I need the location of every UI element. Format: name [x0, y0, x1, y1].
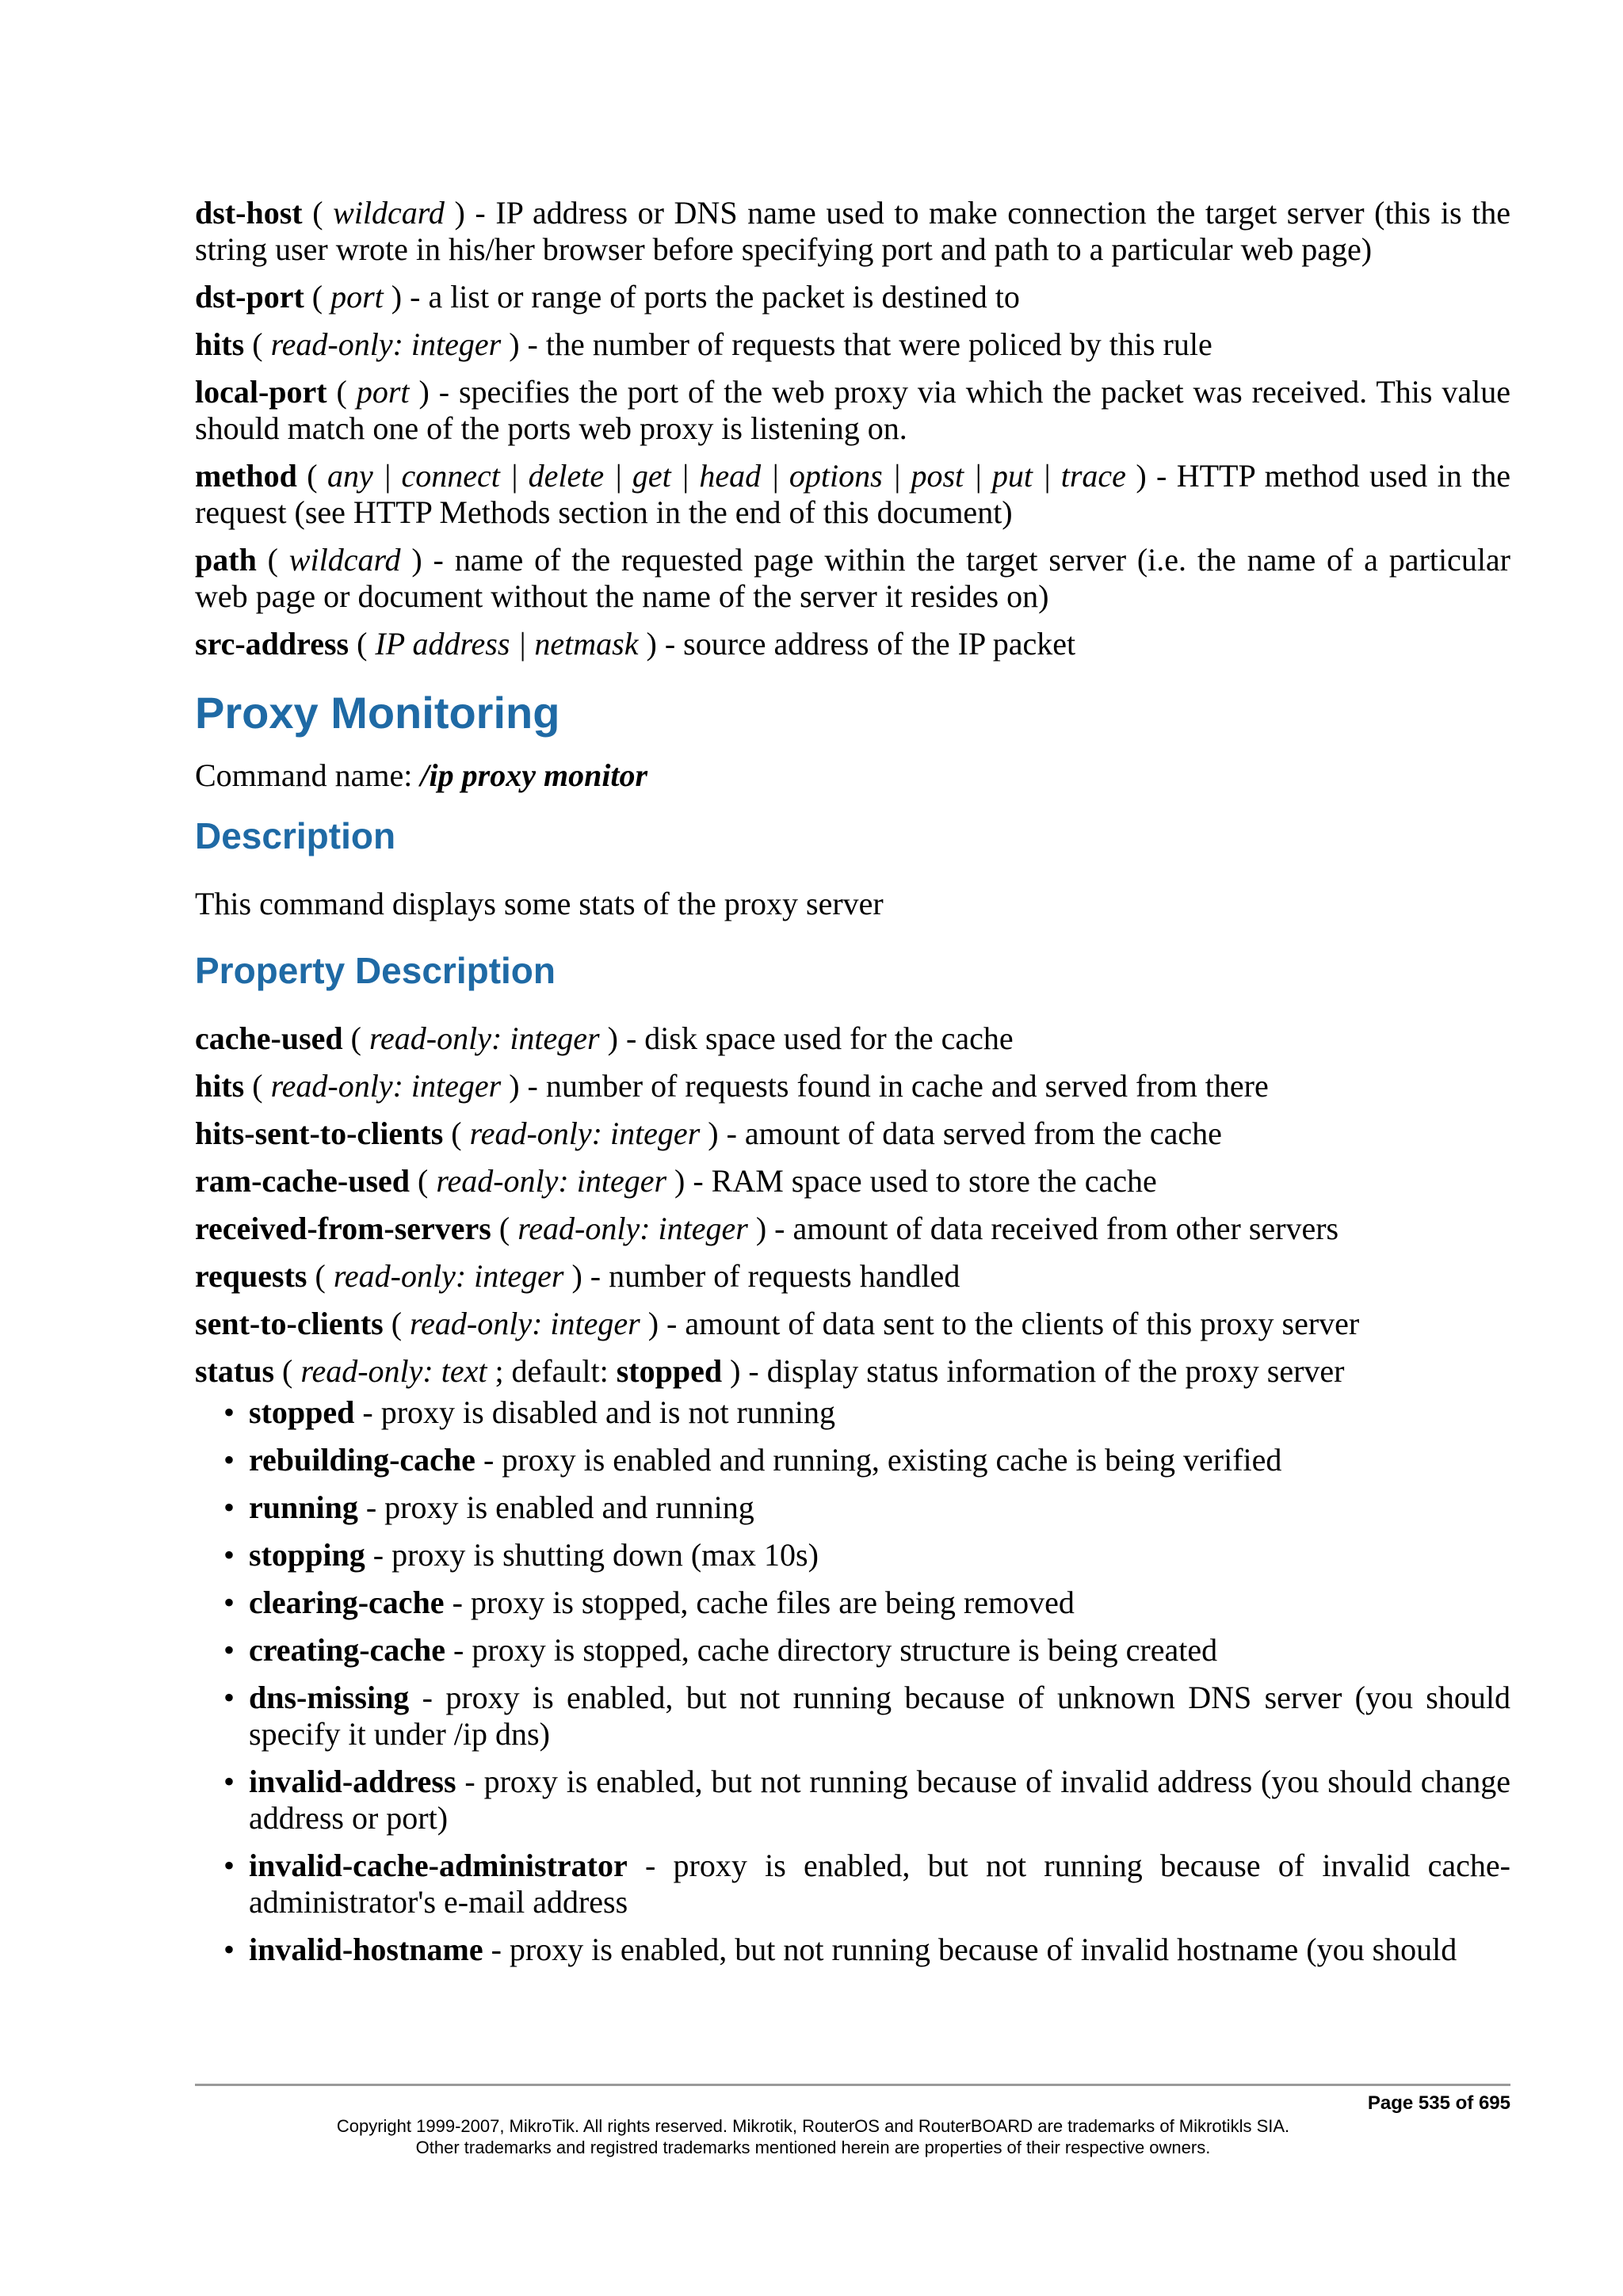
- property-type: IP address | netmask: [375, 626, 639, 662]
- property-name: dst-port: [195, 279, 304, 315]
- property-name: hits: [195, 326, 245, 362]
- property-name: requests: [195, 1258, 307, 1294]
- property-desc: disk space used for the cache: [644, 1020, 1014, 1056]
- property-desc: specifies the port of the web proxy via which the packet was received. This value should match one of the ports web proxy is listening on.: [195, 374, 1511, 446]
- status-desc: - proxy is enabled, but not running because of invalid hostname (you should: [483, 1932, 1457, 1967]
- property-desc: RAM space used to store the cache: [711, 1163, 1157, 1199]
- property-desc: the number of requests that were policed by this rule: [545, 326, 1212, 362]
- property-local-port: local-port ( port ) - specifies the port of the web proxy via which the packet was received. This value should match one of the ports web proxy is listening on.: [195, 374, 1511, 446]
- property-name: hits-sent-to-clients: [195, 1116, 444, 1151]
- list-item: [223, 1442, 1510, 1478]
- list-item: [223, 1394, 1510, 1431]
- property-name: sent-to-clients: [195, 1306, 384, 1341]
- bullet-icon: •: [223, 1632, 235, 1668]
- status-desc: - proxy is enabled and running: [357, 1489, 754, 1525]
- copyright-line-1: Copyright 1999-2007, MikroTik. All rights reserved. Mikrotik, RouterOS and RouterBOARD are trademarks of Mikrotikls SIA.: [336, 2116, 1290, 2136]
- monitor-properties: [195, 1020, 1510, 1968]
- property-desc: HTTP method used in the request (see HTTP Methods section in the end of this document): [195, 458, 1511, 530]
- footer-divider: [195, 2084, 1510, 2086]
- command-path: /ip proxy monitor: [420, 757, 648, 793]
- property-type: port: [330, 279, 384, 315]
- list-item: [223, 1489, 1510, 1526]
- bullet-icon: •: [223, 1848, 235, 1883]
- bullet-icon: •: [223, 1442, 235, 1478]
- property-name: path: [195, 542, 257, 578]
- property-received-from-servers: received-from-servers ( read-only: integer ) - amount of data received from other servers: [195, 1211, 1339, 1246]
- list-item: [223, 1585, 1510, 1621]
- copyright-line-2: Other trademarks and registred trademarks mentioned herein are properties of their respective owners.: [415, 2138, 1211, 2157]
- property-name: status: [195, 1353, 275, 1389]
- status-value: creating-cache: [249, 1632, 446, 1668]
- footer-copyright: [195, 2115, 1431, 2158]
- property-desc: amount of data served from the cache: [744, 1116, 1222, 1151]
- command-name-line: [195, 757, 1510, 794]
- property-type: read-only: integer: [333, 1258, 564, 1294]
- section-title: Proxy Monitoring: [195, 688, 560, 738]
- property-desc: amount of data received from other servers: [792, 1211, 1339, 1246]
- default-value: stopped: [616, 1353, 723, 1389]
- property-type: read-only: integer: [410, 1306, 640, 1341]
- list-item: [223, 1632, 1510, 1669]
- property-name: ram-cache-used: [195, 1163, 411, 1199]
- status-desc: - proxy is enabled, but not running because of unknown DNS server (you should specify it under /ip dns): [249, 1680, 1510, 1752]
- property-name: dst-host: [195, 195, 303, 231]
- bullet-icon: •: [223, 1764, 235, 1799]
- property-type: read-only: integer: [436, 1163, 667, 1199]
- property-type: read-only: integer: [270, 326, 502, 362]
- property-dst-port: dst-port ( port ) - a list or range of ports the packet is destined to: [195, 279, 1020, 315]
- status-value: running: [249, 1489, 358, 1525]
- property-desc: amount of data sent to the clients of this proxy server: [685, 1306, 1360, 1341]
- property-desc: name of the requested page within the target server (i.e. the name of a particular web page or document without the name of the server it resides on): [195, 542, 1511, 614]
- property-name: cache-used: [195, 1020, 343, 1056]
- list-item: [223, 1680, 1510, 1753]
- list-item: [223, 1764, 1510, 1836]
- property-desc: number of requests found in cache and served from there: [545, 1068, 1269, 1104]
- description-text: This command displays some stats of the proxy server: [195, 886, 884, 921]
- property-type: read-only: integer: [270, 1068, 502, 1104]
- property-type: read-only: integer: [469, 1116, 701, 1151]
- status-value: invalid-address: [249, 1764, 456, 1799]
- list-item: [223, 1848, 1510, 1920]
- property-type: read-only: text: [300, 1353, 487, 1389]
- property-hits: hits ( read-only: integer ) - the number of requests that were policed by this rule: [195, 326, 1212, 362]
- property-type: any | connect | delete | get | head | options | post | put | trace: [327, 458, 1126, 494]
- status-desc: - proxy is stopped, cache files are being removed: [444, 1585, 1075, 1620]
- status-values-list: [195, 1394, 1510, 1968]
- status-value: invalid-cache-administrator: [249, 1848, 628, 1883]
- status-desc: - proxy is disabled and is not running: [354, 1394, 835, 1430]
- property-desc: a list or range of ports the packet is destined to: [428, 279, 1020, 315]
- status-value: clearing-cache: [249, 1585, 445, 1620]
- bullet-icon: •: [223, 1537, 235, 1573]
- property-name: method: [195, 458, 297, 494]
- status-value: rebuilding-cache: [249, 1442, 475, 1478]
- property-desc: source address of the IP packet: [683, 626, 1076, 662]
- bullet-icon: •: [223, 1680, 235, 1715]
- page-content: [195, 195, 1510, 1979]
- property-cache-used: cache-used ( read-only: integer ) - disk space used for the cache: [195, 1020, 1014, 1056]
- status-desc: - proxy is enabled, but not running because of invalid cache-administrator's e-mail address: [249, 1848, 1510, 1920]
- property-name: src-address: [195, 626, 349, 662]
- status-desc: - proxy is enabled, but not running because of invalid address (you should change address or port): [249, 1764, 1510, 1836]
- property-description-heading: Property Description: [195, 950, 556, 991]
- property-src-address: src-address ( IP address | netmask ) - source address of the IP packet: [195, 626, 1076, 662]
- property-type: read-only: integer: [369, 1020, 600, 1056]
- bullet-icon: •: [223, 1394, 235, 1430]
- list-item: [223, 1932, 1510, 1968]
- property-hits: hits ( read-only: integer ) - number of requests found in cache and served from there: [195, 1068, 1269, 1104]
- list-item: [223, 1537, 1510, 1573]
- property-name: local-port: [195, 374, 327, 410]
- status-desc: - proxy is stopped, cache directory structure is being created: [445, 1632, 1218, 1668]
- status-value: stopped: [249, 1394, 355, 1430]
- property-requests: requests ( read-only: integer ) - number of requests handled: [195, 1258, 960, 1294]
- property-name: hits: [195, 1068, 245, 1104]
- command-label: Command name:: [195, 757, 421, 793]
- status-value: invalid-hostname: [249, 1932, 483, 1967]
- property-dst-host: dst-host ( wildcard ) - IP address or DNS name used to make connection the target server (this is the string user wrote in his/her browser before specifying port and path to a particular web page): [195, 195, 1511, 267]
- property-type: wildcard: [333, 195, 445, 231]
- property-type: read-only: integer: [517, 1211, 748, 1246]
- bullet-icon: •: [223, 1585, 235, 1620]
- property-hits-sent-to-clients: hits-sent-to-clients ( read-only: integer ) - amount of data served from the cache: [195, 1116, 1222, 1151]
- property-name: received-from-servers: [195, 1211, 491, 1246]
- property-method: method ( any | connect | delete | get | head | options | post | put | trace ) - HTTP method used in the request (see HTTP Methods section in the end of this document): [195, 458, 1511, 530]
- property-desc: display status information of the proxy server: [766, 1353, 1345, 1389]
- bullet-icon: •: [223, 1932, 235, 1967]
- property-desc: number of requests handled: [609, 1258, 960, 1294]
- status-value: stopping: [249, 1537, 365, 1573]
- property-desc: IP address or DNS name used to make connection the target server (this is the string user wrote in his/her browser before specifying port and path to a particular web page): [195, 195, 1511, 267]
- description-heading: Description: [195, 815, 396, 856]
- property-sent-to-clients: sent-to-clients ( read-only: integer ) - amount of data sent to the clients of this proxy server: [195, 1306, 1360, 1341]
- rule-properties: [195, 195, 1510, 662]
- status-desc: - proxy is enabled and running, existing cache is being verified: [475, 1442, 1282, 1478]
- property-ram-cache-used: ram-cache-used ( read-only: integer ) - RAM space used to store the cache: [195, 1163, 1157, 1199]
- property-type: port: [356, 374, 410, 410]
- property-path: path ( wildcard ) - name of the requested page within the target server (i.e. the name of a particular web page or document without the name of the server it resides on): [195, 542, 1511, 614]
- status-value: dns-missing: [249, 1680, 410, 1715]
- property-status: status ( read-only: text ; default: stopped ) - display status information of the proxy server: [195, 1353, 1345, 1389]
- property-type: wildcard: [288, 542, 401, 578]
- status-desc: - proxy is shutting down (max 10s): [365, 1537, 819, 1573]
- bullet-icon: •: [223, 1489, 235, 1525]
- page-number: Page 535 of 695: [1367, 2092, 1510, 2114]
